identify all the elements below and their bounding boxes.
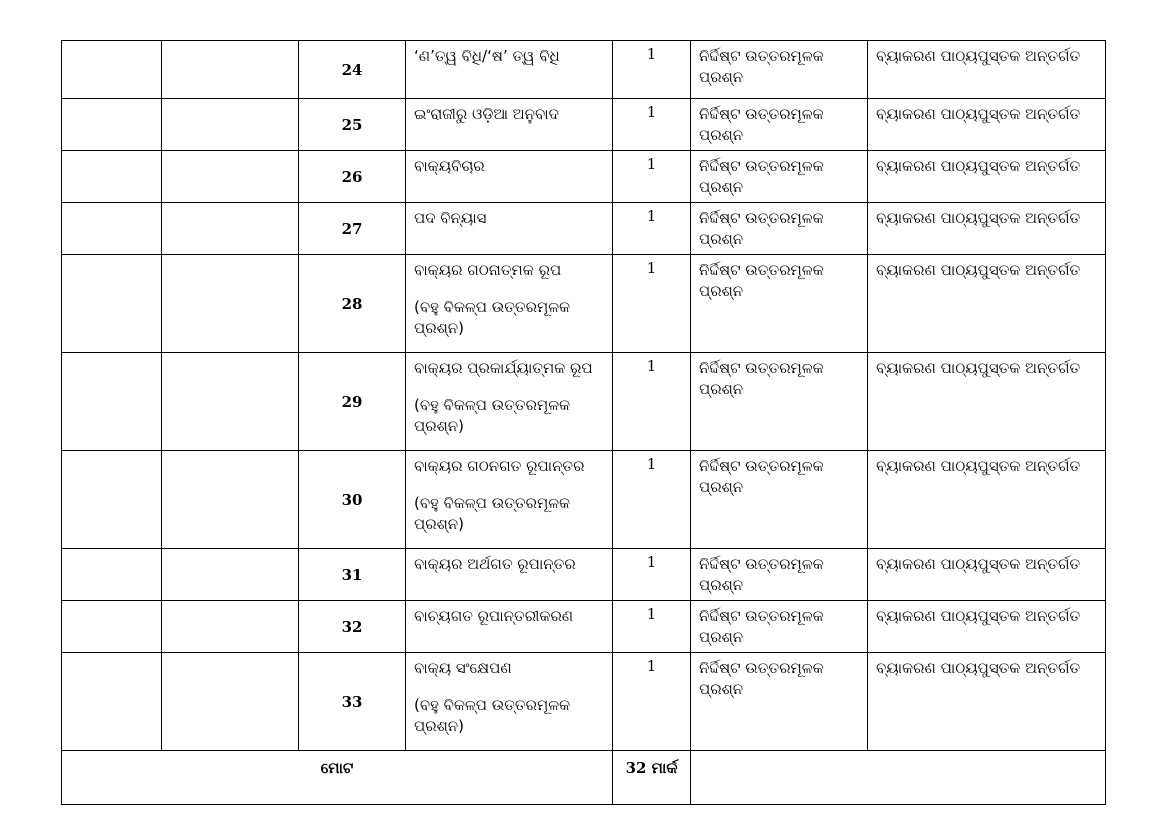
question-number: 30 bbox=[299, 451, 406, 549]
marks-cell: 1 bbox=[613, 203, 691, 255]
table-row bbox=[62, 203, 1106, 255]
table-row bbox=[62, 41, 1106, 99]
question-number: 33 bbox=[299, 653, 406, 751]
topic-cell bbox=[406, 41, 613, 99]
table-row bbox=[62, 601, 1106, 653]
source-cell: ବ୍ୟାକରଣ ପାଠ୍ୟପୁସ୍ତକ ଅନ୍ତର୍ଗତ bbox=[868, 203, 1106, 255]
empty-cell-2 bbox=[162, 151, 299, 203]
topic-subtext: (ବହୁ ବିକଳ୍ପ ଉତ୍ତରମୂଳକ ପ୍ରଶ୍ନ) bbox=[414, 696, 571, 735]
topic-cell bbox=[406, 353, 613, 451]
question-type-cell: ନିର୍ଦ୍ଦିଷ୍ଟ ଉତ୍ତରମୂଳକ ପ୍ରଶ୍ନ bbox=[691, 353, 868, 451]
question-type-cell: ନିର୍ଦ୍ଦିଷ୍ଟ ଉତ୍ତରମୂଳକ ପ୍ରଶ୍ନ bbox=[691, 601, 868, 653]
source-cell: ବ୍ୟାକରଣ ପାଠ୍ୟପୁସ୍ତକ ଅନ୍ତର୍ଗତ bbox=[868, 255, 1106, 353]
topic-text: ବାକ୍ୟର ଗଠନଗତ ରୂପାନ୍ତର bbox=[414, 457, 585, 475]
question-type-cell: ନିର୍ଦ୍ଦିଷ୍ଟ ଉତ୍ତରମୂଳକ ପ୍ରଶ୍ନ bbox=[691, 151, 868, 203]
topic-text: ବାକ୍ୟର ଗଠନାତ୍ମକ ରୂପ bbox=[414, 261, 562, 279]
question-type-cell: ନିର୍ଦ୍ଦିଷ୍ଟ ଉତ୍ତରମୂଳକ ପ୍ରଶ୍ନ bbox=[691, 41, 868, 99]
question-number: 24 bbox=[299, 41, 406, 99]
topic-cell bbox=[406, 653, 613, 751]
topic-cell bbox=[406, 99, 613, 151]
question-type-cell: ନିର୍ଦ୍ଦିଷ୍ଟ ଉତ୍ତରମୂଳକ ପ୍ରଶ୍ନ bbox=[691, 549, 868, 601]
total-row bbox=[62, 751, 1106, 805]
empty-cell-2 bbox=[162, 99, 299, 151]
source-cell: ବ୍ୟାକରଣ ପାଠ୍ୟପୁସ୍ତକ ଅନ୍ତର୍ଗତ bbox=[868, 451, 1106, 549]
source-cell: ବ୍ୟାକରଣ ପାଠ୍ୟପୁସ୍ତକ ଅନ୍ତର୍ଗତ bbox=[868, 99, 1106, 151]
question-number: 26 bbox=[299, 151, 406, 203]
topic-text: ବାଚ୍ୟଗତ ରୂପାନ୍ତରୀକରଣ bbox=[414, 607, 574, 625]
topic-cell bbox=[406, 203, 613, 255]
question-type-cell: ନିର୍ଦ୍ଦିଷ୍ଟ ଉତ୍ତରମୂଳକ ପ୍ରଶ୍ନ bbox=[691, 451, 868, 549]
topic-cell bbox=[406, 601, 613, 653]
topic-subtext: (ବହୁ ବିକଳ୍ପ ଉତ୍ତରମୂଳକ ପ୍ରଶ୍ନ) bbox=[414, 396, 571, 435]
empty-cell-1 bbox=[62, 451, 162, 549]
topic-text: ‘ଣ’ତ୍ୱ ବିଧି/‘ଷ’ ତ୍ୱ ବିଧି bbox=[414, 47, 560, 65]
empty-cell-2 bbox=[162, 353, 299, 451]
empty-cell-2 bbox=[162, 653, 299, 751]
empty-cell-1 bbox=[62, 353, 162, 451]
source-cell: ବ୍ୟାକରଣ ପାଠ୍ୟପୁସ୍ତକ ଅନ୍ତର୍ଗତ bbox=[868, 549, 1106, 601]
table-row bbox=[62, 451, 1106, 549]
empty-cell-1 bbox=[62, 601, 162, 653]
source-cell: ବ୍ୟାକରଣ ପାଠ୍ୟପୁସ୍ତକ ଅନ୍ତର୍ଗତ bbox=[868, 151, 1106, 203]
topic-cell bbox=[406, 151, 613, 203]
blueprint-table bbox=[61, 40, 1106, 805]
topic-text: ବାକ୍ୟ ସଂକ୍ଷେପଣ bbox=[414, 659, 512, 677]
table-row bbox=[62, 549, 1106, 601]
question-type-cell: ନିର୍ଦ୍ଦିଷ୍ଟ ଉତ୍ତରମୂଳକ ପ୍ରଶ୍ନ bbox=[691, 203, 868, 255]
marks-cell: 1 bbox=[613, 41, 691, 99]
topic-text: ପଦ ବିନ୍ୟାସ bbox=[414, 209, 487, 227]
marks-cell: 1 bbox=[613, 353, 691, 451]
source-cell: ବ୍ୟାକରଣ ପାଠ୍ୟପୁସ୍ତକ ଅନ୍ତର୍ଗତ bbox=[868, 653, 1106, 751]
question-number: 25 bbox=[299, 99, 406, 151]
empty-cell-1 bbox=[62, 151, 162, 203]
empty-cell-2 bbox=[162, 41, 299, 99]
table-row bbox=[62, 99, 1106, 151]
topic-subtext: (ବହୁ ବିକଳ୍ପ ଉତ୍ତରମୂଳକ ପ୍ରଶ୍ନ) bbox=[414, 298, 571, 337]
empty-cell-1 bbox=[62, 653, 162, 751]
marks-cell: 1 bbox=[613, 99, 691, 151]
table-body bbox=[62, 41, 1106, 805]
question-number: 28 bbox=[299, 255, 406, 353]
topic-subtext: (ବହୁ ବିକଳ୍ପ ଉତ୍ତରମୂଳକ ପ୍ରଶ୍ନ) bbox=[414, 494, 571, 533]
total-label: ମୋଟ bbox=[62, 751, 613, 805]
question-number: 31 bbox=[299, 549, 406, 601]
empty-cell-1 bbox=[62, 549, 162, 601]
marks-cell: 1 bbox=[613, 601, 691, 653]
empty-cell-2 bbox=[162, 451, 299, 549]
empty-cell-1 bbox=[62, 203, 162, 255]
topic-cell bbox=[406, 549, 613, 601]
source-cell: ବ୍ୟାକରଣ ପାଠ୍ୟପୁସ୍ତକ ଅନ୍ତର୍ଗତ bbox=[868, 41, 1106, 99]
empty-cell-1 bbox=[62, 99, 162, 151]
question-number: 27 bbox=[299, 203, 406, 255]
source-cell: ବ୍ୟାକରଣ ପାଠ୍ୟପୁସ୍ତକ ଅନ୍ତର୍ଗତ bbox=[868, 601, 1106, 653]
topic-cell bbox=[406, 255, 613, 353]
topic-text: ବାକ୍ୟର ଅର୍ଥଗତ ରୂପାନ୍ତର bbox=[414, 555, 576, 573]
empty-cell-1 bbox=[62, 255, 162, 353]
marks-cell: 1 bbox=[613, 151, 691, 203]
question-type-cell: ନିର୍ଦ୍ଦିଷ୍ଟ ଉତ୍ତରମୂଳକ ପ୍ରଶ୍ନ bbox=[691, 255, 868, 353]
empty-cell-2 bbox=[162, 255, 299, 353]
marks-cell: 1 bbox=[613, 653, 691, 751]
table-row bbox=[62, 151, 1106, 203]
topic-text: ଇଂରାଜୀରୁ ଓଡ଼ିଆ ଅନୁବାଦ bbox=[414, 105, 559, 123]
marks-cell: 1 bbox=[613, 451, 691, 549]
empty-cell-2 bbox=[162, 549, 299, 601]
question-number: 32 bbox=[299, 601, 406, 653]
topic-cell bbox=[406, 451, 613, 549]
question-number: 29 bbox=[299, 353, 406, 451]
table-row bbox=[62, 353, 1106, 451]
table-row bbox=[62, 653, 1106, 751]
marks-cell: 1 bbox=[613, 549, 691, 601]
empty-cell-2 bbox=[162, 203, 299, 255]
question-type-cell: ନିର୍ଦ୍ଦିଷ୍ଟ ଉତ୍ତରମୂଳକ ପ୍ରଶ୍ନ bbox=[691, 99, 868, 151]
empty-cell-2 bbox=[162, 601, 299, 653]
marks-cell: 1 bbox=[613, 255, 691, 353]
total-marks: 32 ମାର୍କ bbox=[613, 751, 691, 805]
topic-text: ବାକ୍ୟବିଚାର bbox=[414, 157, 485, 175]
total-empty-cell bbox=[691, 751, 1106, 805]
question-type-cell: ନିର୍ଦ୍ଦିଷ୍ଟ ଉତ୍ତରମୂଳକ ପ୍ରଶ୍ନ bbox=[691, 653, 868, 751]
source-cell: ବ୍ୟାକରଣ ପାଠ୍ୟପୁସ୍ତକ ଅନ୍ତର୍ଗତ bbox=[868, 353, 1106, 451]
empty-cell-1 bbox=[62, 41, 162, 99]
table-row bbox=[62, 255, 1106, 353]
topic-text: ବାକ୍ୟର ପ୍ରକାର୍ଯ୍ୟାତ୍ମକ ରୂପ bbox=[414, 359, 593, 377]
